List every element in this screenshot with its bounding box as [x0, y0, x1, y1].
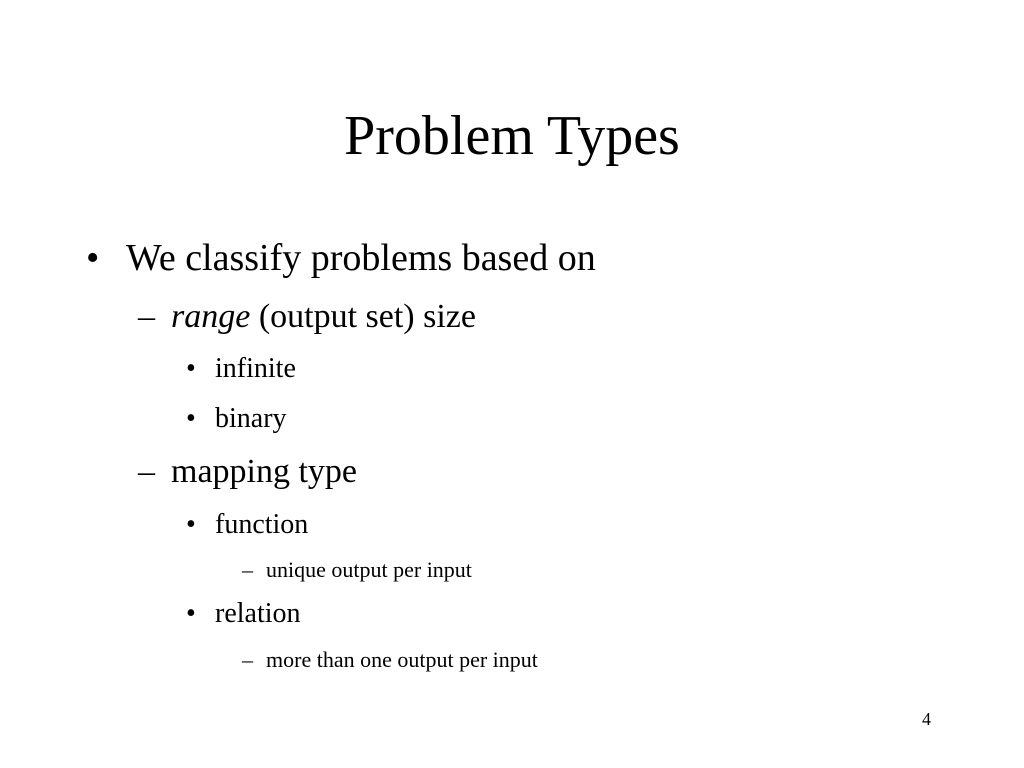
- bullet-text: unique output per input: [266, 557, 472, 582]
- bullet-text: relation: [215, 598, 301, 629]
- dash-marker: –: [242, 647, 253, 672]
- bullet-text: binary: [215, 403, 287, 434]
- bullet-text: We classify problems based on: [126, 237, 596, 279]
- bullet-marker: •: [186, 403, 196, 434]
- bullet-marker: •: [86, 237, 100, 279]
- bullet-text: function: [215, 509, 309, 540]
- bullet-text: more than one output per input: [266, 647, 538, 672]
- bullet-marker: •: [186, 353, 196, 384]
- bullet-marker: •: [186, 509, 196, 540]
- dash-marker: –: [242, 557, 253, 582]
- bullet-text: infinite: [215, 353, 296, 384]
- bullet-text: mapping type: [171, 453, 358, 490]
- page-number: 4: [922, 709, 931, 729]
- dash-marker: –: [138, 298, 155, 335]
- bullet-text: [171, 297, 476, 337]
- bullet-text-rest: (output set) size: [250, 298, 476, 335]
- slide-title: Problem Types: [344, 105, 680, 167]
- emphasis-text: range: [171, 298, 251, 335]
- bullet-marker: •: [186, 598, 196, 629]
- dash-marker: –: [138, 453, 155, 490]
